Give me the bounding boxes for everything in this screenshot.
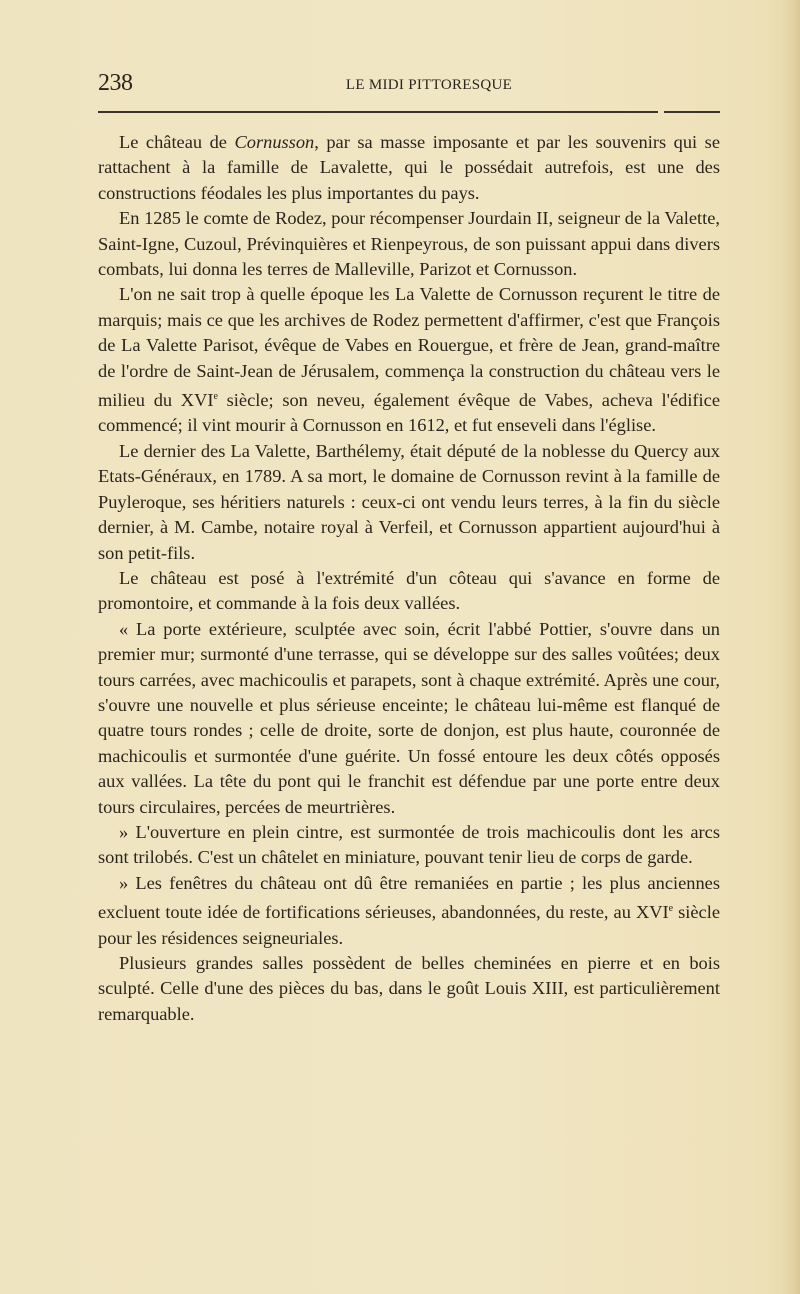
- superscript: e: [668, 903, 674, 915]
- paragraph: En 1285 le comte de Rodez, pour récompenser Jourdain II, seigneur de la Valette, Saint-Igne, Cuzoul, Prévinquières et Rienpeyrous, de son puissant appui dans divers combats, lui donna les terres de Malleville, Parizot et Cornusson.: [98, 208, 720, 280]
- superscript: e: [213, 391, 218, 403]
- paragraph-text: » Les fenêtres du château ont dû être remaniées en partie ; les plus anciennes excluent toute idée de fortifications sérieuses, abandonnées, du reste, au XVI: [98, 872, 720, 923]
- paragraph: [98, 871, 720, 951]
- page-edge-shadow: [782, 0, 800, 1294]
- paragraph-text: siècle; son neveu, également évêque de Vabes, acheva l'édifice commencé; il vint mourir à Cornusson en 1612, et fut enseveli dans l'église.: [98, 390, 720, 436]
- page-header: [98, 70, 720, 100]
- paragraph: Le dernier des La Valette, Barthélemy, était député de la noblesse du Quercy aux Etats-Généraux, en 1789. A sa mort, le domaine de Cornusson revint à la famille de Puyleroque, ses héritiers naturels : ceux-ci ont vendu leurs terres, à la fin du siècle dernier, à M. Cambe, notaire royal à Verfeil, et Cornusson appartient aujourd'hui à son petit-fils.: [98, 440, 720, 563]
- header-rule: [98, 111, 658, 113]
- paragraph: [98, 130, 720, 206]
- paragraph-text: siècle pour les résidences seigneuriales.: [98, 902, 720, 948]
- paragraph: [98, 282, 720, 438]
- page-number: 238: [98, 70, 133, 96]
- paragraph-text: Le château de: [119, 132, 235, 152]
- paragraph-text: L'on ne sait trop à quelle époque les La Valette de Cornusson reçurent le titre de marquis; mais ce que les archives de Rodez permettent d'affirmer, c'est que François de La Valette Parisot, évêque de Vabes en Rouergue, et frère de Jean, grand-maître de l'ordre de Saint-Jean de Jérusalem, commença la construction du château vers le milieu du XVI: [98, 284, 720, 411]
- castle-name: Cornusson: [234, 132, 315, 152]
- header-rule-end: [664, 111, 720, 113]
- running-title: LE MIDI PITTORESQUE: [345, 77, 513, 93]
- paragraph: » L'ouverture en plein cintre, est surmontée de trois machicoulis dont les arcs sont trilobés. C'est un châtelet en miniature, pouvant tenir lieu de corps de garde.: [98, 821, 720, 868]
- paragraph: Le château est posé à l'extrémité d'un côteau qui s'avance en forme de promontoire, et commande à la fois deux vallées.: [98, 567, 720, 614]
- paragraph-text: , par sa masse imposante et par les souvenirs qui se rattachent à la famille de Lavalette, qui le possédait autrefois, est une des constructions féodales les plus importantes du pays.: [98, 132, 720, 203]
- paragraph: « La porte extérieure, sculptée avec soin, écrit l'abbé Pottier, s'ouvre dans un premier mur; surmonté d'une terrasse, qui se développe sur des salles voûtées; deux tours carrées, avec machicoulis et parapets, sont à chaque extrémité. Après une cour, s'ouvre une nouvelle et plus sérieuse enceinte; le château lui-même est flanqué de quatre tours rondes ; celle de droite, sorte de donjon, est plus haute, couronnée de machicoulis et surmontée d'une guérite. Un fossé entoure les deux côtés opposés aux vallées. La tête du pont qui le franchit est défendue par une porte entre deux tours circulaires, percées de meurtrières.: [98, 618, 720, 817]
- paragraph: Plusieurs grandes salles possèdent de belles cheminées en pierre et en bois sculpté. Celle d'une des pièces du bas, dans le goût Louis XIII, est particulièrement remarquable.: [98, 953, 720, 1024]
- body-text: [98, 130, 720, 1027]
